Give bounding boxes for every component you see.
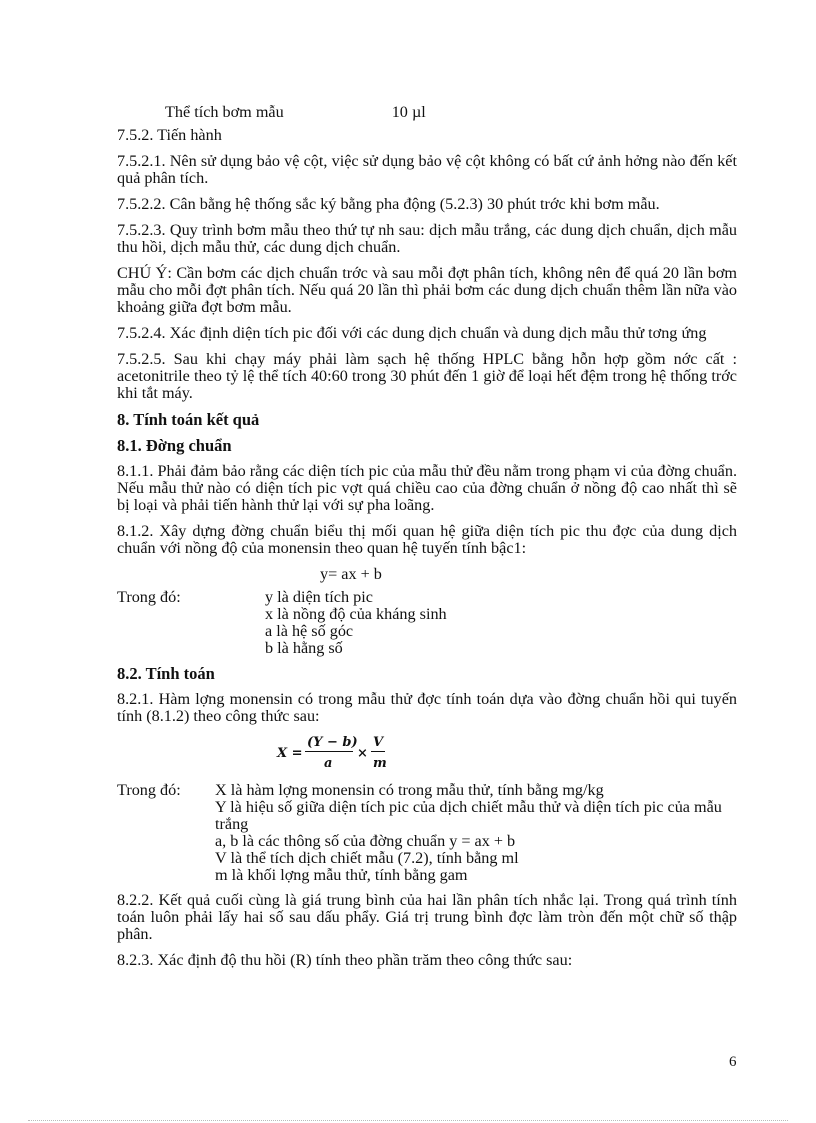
legend-1-item: b là hằng số <box>265 639 343 657</box>
linear-equation: y= ax + b <box>320 565 382 583</box>
content-formula <box>275 734 737 772</box>
document-body <box>117 104 737 978</box>
section-8-1-heading: 8.1. Đờng chuẩn <box>117 436 232 455</box>
formula-times: × <box>357 746 368 761</box>
legend-block-1 <box>117 589 737 657</box>
sample-volume-label: Thể tích bơm mẫu <box>165 103 284 121</box>
sample-volume-value: 10 µl <box>391 103 426 121</box>
paragraph-8-1-1: 8.1.1. Phải đảm bảo rằng các diện tích pic của mẫu thử đều nằm trong phạm vi của đờng chuẩn. Nếu mẫu thử nào có diện tích pic vợt quá chiều cao của đờng chuẩn ở nồng độ cao nhất thì sẽ bị loại và phải tiến hành thử lại với sự pha loãng. <box>117 462 737 514</box>
section-7-5-2-heading: 7.5.2. Tiến hành <box>117 126 222 144</box>
page-bottom-divider <box>28 1120 788 1121</box>
formula-fraction-bar <box>305 751 353 752</box>
legend-2-item: X là hàm lợng monensin có trong mẫu thử, tính bằng mg/kg <box>215 781 604 799</box>
legend-2-item: V là thể tích dịch chiết mẫu (7.2), tính bằng ml <box>215 849 519 867</box>
paragraph-7-5-2-3: 7.5.2.3. Quy trình bơm mẫu theo thứ tự nh sau: dịch mẫu trắng, các dung dịch chuẩn, dịch mẫu thu hồi, dịch mẫu thử, các dung dịch chuẩn. <box>117 221 737 256</box>
legend-1-item: y là diện tích pic <box>265 588 373 606</box>
legend-1-item: a là hệ số góc <box>265 622 354 640</box>
formula-numerator: (Y − b) <box>307 735 358 750</box>
legend-2-item: a, b là các thông số của đờng chuẩn y = ax + b <box>215 832 516 850</box>
formula-numerator-2: V <box>373 735 384 750</box>
section-8-heading: 8. Tính toán kết quả <box>117 410 260 429</box>
paragraph-7-5-2-2: 7.5.2.2. Cân bằng hệ thống sắc ký bằng pha động (5.2.3) 30 phút trớc khi bơm mẫu. <box>117 195 660 213</box>
section-8-2-heading: 8.2. Tính toán <box>117 664 215 683</box>
page-number: 6 <box>729 1054 737 1070</box>
formula-lhs: X = <box>277 746 303 761</box>
formula-fraction-bar-2 <box>371 751 385 752</box>
paragraph-7-5-2-1: 7.5.2.1. Nên sử dụng bảo vệ cột, việc sử dụng bảo vệ cột không có bất cứ ảnh hởng nào đến kết quả phân tích. <box>117 152 737 187</box>
paragraph-8-2-1: 8.2.1. Hàm lợng monensin có trong mẫu thử đợc tính toán dựa vào đờng chuẩn hồi qui tuyến tính (8.1.2) theo công thức sau: <box>117 690 737 725</box>
legend-1-item: x là nồng độ của kháng sinh <box>265 605 447 623</box>
paragraph-8-2-2: 8.2.2. Kết quả cuối cùng là giá trung bình của hai lần phân tích nhắc lại. Trong quá trình tính toán luôn phải lấy hai số sau dấu phẩy. Giá trị trung bình đợc làm tròn đến một chữ số thập phân. <box>117 891 737 943</box>
note-paragraph: CHÚ Ý: Cần bơm các dịch chuẩn trớc và sau mỗi đợt phân tích, không nên để quá 20 lần bơm mẫu cho mỗi đợt phân tích. Nếu quá 20 lần thì phải bơm các dung dịch chuẩn thêm lần nữa vào khoảng giữa đợt bơm mẫu. <box>117 264 737 316</box>
paragraph-8-1-2: 8.1.2. Xây dựng đờng chuẩn biểu thị mối quan hệ giữa diện tích pic thu đợc của dung dịch chuẩn với nồng độ của monensin theo quan hệ tuyến tính bậc1: <box>117 522 737 557</box>
sample-volume-line <box>165 104 737 121</box>
legend-block-2 <box>117 782 737 884</box>
formula-denominator: a <box>324 756 333 771</box>
formula-denominator-2: m <box>373 756 387 771</box>
legend-2-item: Y là hiệu số giữa diện tích pic của dịch chiết mẫu thử và diện tích pic của mẫu trắng <box>215 798 722 833</box>
legend-2-item: m là khối lợng mẫu thử, tính bằng gam <box>215 866 468 884</box>
paragraph-7-5-2-4: 7.5.2.4. Xác định diện tích pic đối với các dung dịch chuẩn và dung dịch mẫu thử tơng ứng <box>117 324 707 342</box>
legend-2-label: Trong đó: <box>117 781 181 799</box>
legend-1-label: Trong đó: <box>117 588 181 606</box>
paragraph-7-5-2-5: 7.5.2.5. Sau khi chạy máy phải làm sạch hệ thống HPLC bằng hỗn hợp gồm nớc cất : acetonitrile theo tỷ lệ thể tích 40:60 trong 30 phút đến 1 giờ để loại hết đệm trong hệ thống trớc khi tắt máy. <box>117 350 737 402</box>
paragraph-8-2-3: 8.2.3. Xác định độ thu hồi (R) tính theo phần trăm theo công thức sau: <box>117 951 573 969</box>
